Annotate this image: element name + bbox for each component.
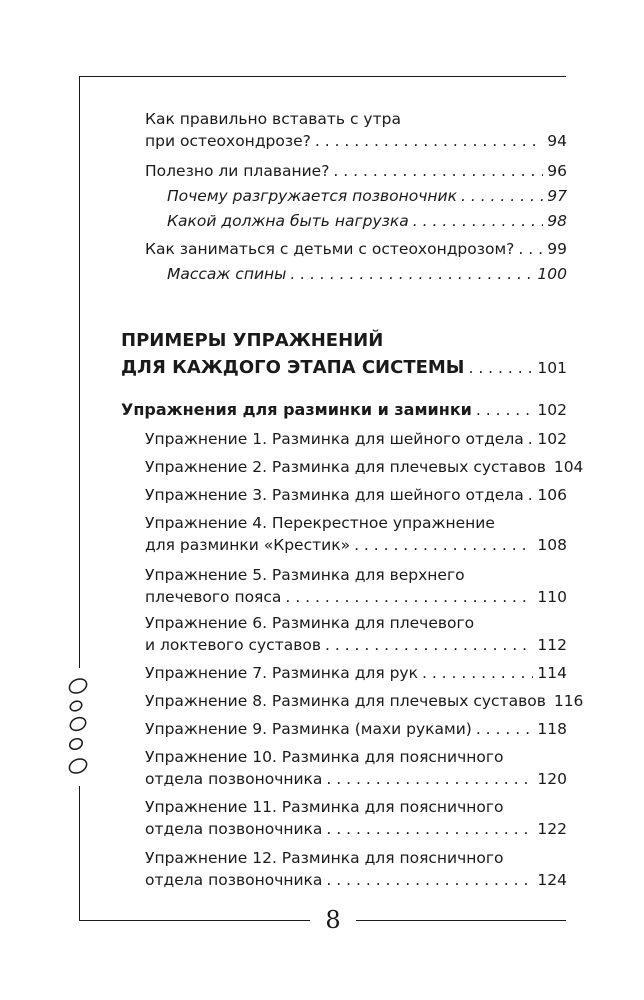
- leader-dots: [315, 130, 543, 152]
- toc-exercise[interactable]: [145, 428, 567, 450]
- toc-entry-title: Упражнение 1. Разминка для шейного отдела: [145, 430, 524, 448]
- toc-entry-title: и локтевого суставов: [145, 636, 321, 654]
- leader-dots: [528, 428, 534, 450]
- subsection-title: Упражнения для разминки и заминки: [121, 400, 472, 419]
- toc-entry-title: Как правильно вставать с утра: [145, 110, 401, 128]
- toc-entry-title: Упражнение 3. Разминка для шейного отдела: [145, 486, 524, 504]
- toc-entry[interactable]: [145, 160, 567, 182]
- toc-exercise[interactable]: [145, 612, 567, 656]
- leader-dots: [325, 634, 533, 656]
- toc-entry-title: Упражнение 2. Разминка для плечевых суставов: [145, 458, 546, 476]
- toc-entry-title: Упражнение 5. Разминка для верхнего: [145, 566, 465, 584]
- toc-page-number: 96: [547, 162, 567, 180]
- toc-page-number: 106: [537, 486, 567, 504]
- toc-entry-title: отдела позвоночника: [145, 820, 323, 838]
- leader-dots: [476, 399, 534, 421]
- leader-dots: [354, 534, 533, 556]
- toc-entry-title: Упражнение 10. Разминка для поясничного: [145, 748, 504, 766]
- toc-entry-title: при остеохондрозе?: [145, 132, 311, 150]
- toc-exercise[interactable]: [145, 796, 567, 840]
- toc-entry-title: отдела позвоночника: [145, 770, 323, 788]
- toc-entry[interactable]: [167, 185, 567, 207]
- toc-entry-title: Полезно ли плавание?: [145, 162, 330, 180]
- toc-page-number: 114: [537, 664, 567, 682]
- toc-entry-title: Упражнение 9. Разминка (махи руками): [145, 720, 472, 738]
- toc-page-number: 112: [537, 636, 567, 654]
- toc-subsection[interactable]: [121, 399, 567, 421]
- toc-entry[interactable]: [167, 263, 567, 285]
- toc-exercise[interactable]: [145, 512, 567, 556]
- toc-section[interactable]: [121, 327, 567, 381]
- toc-exercise[interactable]: [145, 718, 567, 740]
- toc-exercise[interactable]: [145, 484, 567, 506]
- section-title: ДЛЯ КАЖДОГО ЭТАПА СИСТЕМЫ: [121, 357, 465, 378]
- leader-dots: [468, 357, 533, 379]
- leader-dots: [333, 160, 543, 182]
- toc-entry-title: плечевого пояса: [145, 588, 282, 606]
- toc-page-number: 120: [537, 770, 567, 788]
- leader-dots: [326, 869, 533, 891]
- leader-dots: [461, 185, 543, 207]
- leader-dots: [326, 768, 533, 790]
- section-title: ПРИМЕРЫ УПРАЖНЕНИЙ: [121, 330, 384, 351]
- toc-page-number: 118: [537, 720, 567, 738]
- toc-exercise[interactable]: [145, 847, 567, 891]
- toc-entry-title: Упражнение 11. Разминка для поясничного: [145, 798, 504, 816]
- toc-page-number: 124: [537, 871, 567, 889]
- leader-dots: [422, 662, 533, 684]
- toc-entry-title: Почему разгружается позвоночник: [167, 187, 457, 205]
- leader-dots: [528, 484, 534, 506]
- page-number: 8: [325, 906, 341, 934]
- toc-entry[interactable]: [167, 210, 567, 232]
- toc-entry-title: Упражнение 6. Разминка для плечевого: [145, 614, 475, 632]
- toc-page-number: 102: [537, 401, 567, 419]
- toc-page-number: 99: [547, 240, 567, 258]
- toc-entry-title: Массаж спины: [167, 265, 287, 283]
- toc-exercise[interactable]: [145, 746, 567, 790]
- toc-exercise[interactable]: [145, 690, 584, 712]
- toc-exercise[interactable]: [145, 564, 567, 608]
- toc-page-number: 97: [547, 187, 567, 205]
- leader-dots: [290, 263, 533, 285]
- toc-entry-title: отдела позвоночника: [145, 871, 323, 889]
- toc-page-number: 102: [537, 430, 567, 448]
- toc-page-number: 104: [553, 458, 584, 476]
- toc-entry-title: Какой должна быть нагрузка: [167, 212, 409, 230]
- toc-page-number: 98: [547, 212, 567, 230]
- toc-page-number: 94: [547, 132, 567, 150]
- toc-entry-title: Упражнение 4. Перекрестное упражнение: [145, 514, 495, 532]
- toc-entry-title: Упражнение 12. Разминка для поясничного: [145, 849, 504, 867]
- toc-page-number: 116: [553, 692, 584, 710]
- toc-entry-title: Упражнение 8. Разминка для плечевых суставов: [145, 692, 546, 710]
- toc-page-number: 110: [537, 588, 567, 606]
- leader-dots: [518, 238, 543, 260]
- toc-page-number: 101: [537, 359, 567, 377]
- toc-entry-title: для разминки «Крестик»: [145, 536, 351, 554]
- toc-entry-title: Как заниматься с детьми с остеохондрозом?: [145, 240, 515, 258]
- toc-exercise[interactable]: [145, 662, 567, 684]
- toc-page-number: 122: [537, 820, 567, 838]
- toc-exercise[interactable]: [145, 456, 584, 478]
- leader-dots: [476, 718, 534, 740]
- toc-entry[interactable]: [145, 108, 567, 152]
- toc-entry[interactable]: [145, 238, 567, 260]
- toc-page-number: 108: [537, 536, 567, 554]
- leader-dots: [413, 210, 544, 232]
- toc-entry-title: Упражнение 7. Разминка для рук: [145, 664, 418, 682]
- leader-dots: [285, 586, 533, 608]
- leader-dots: [326, 818, 533, 840]
- toc-page-number: 100: [537, 265, 567, 283]
